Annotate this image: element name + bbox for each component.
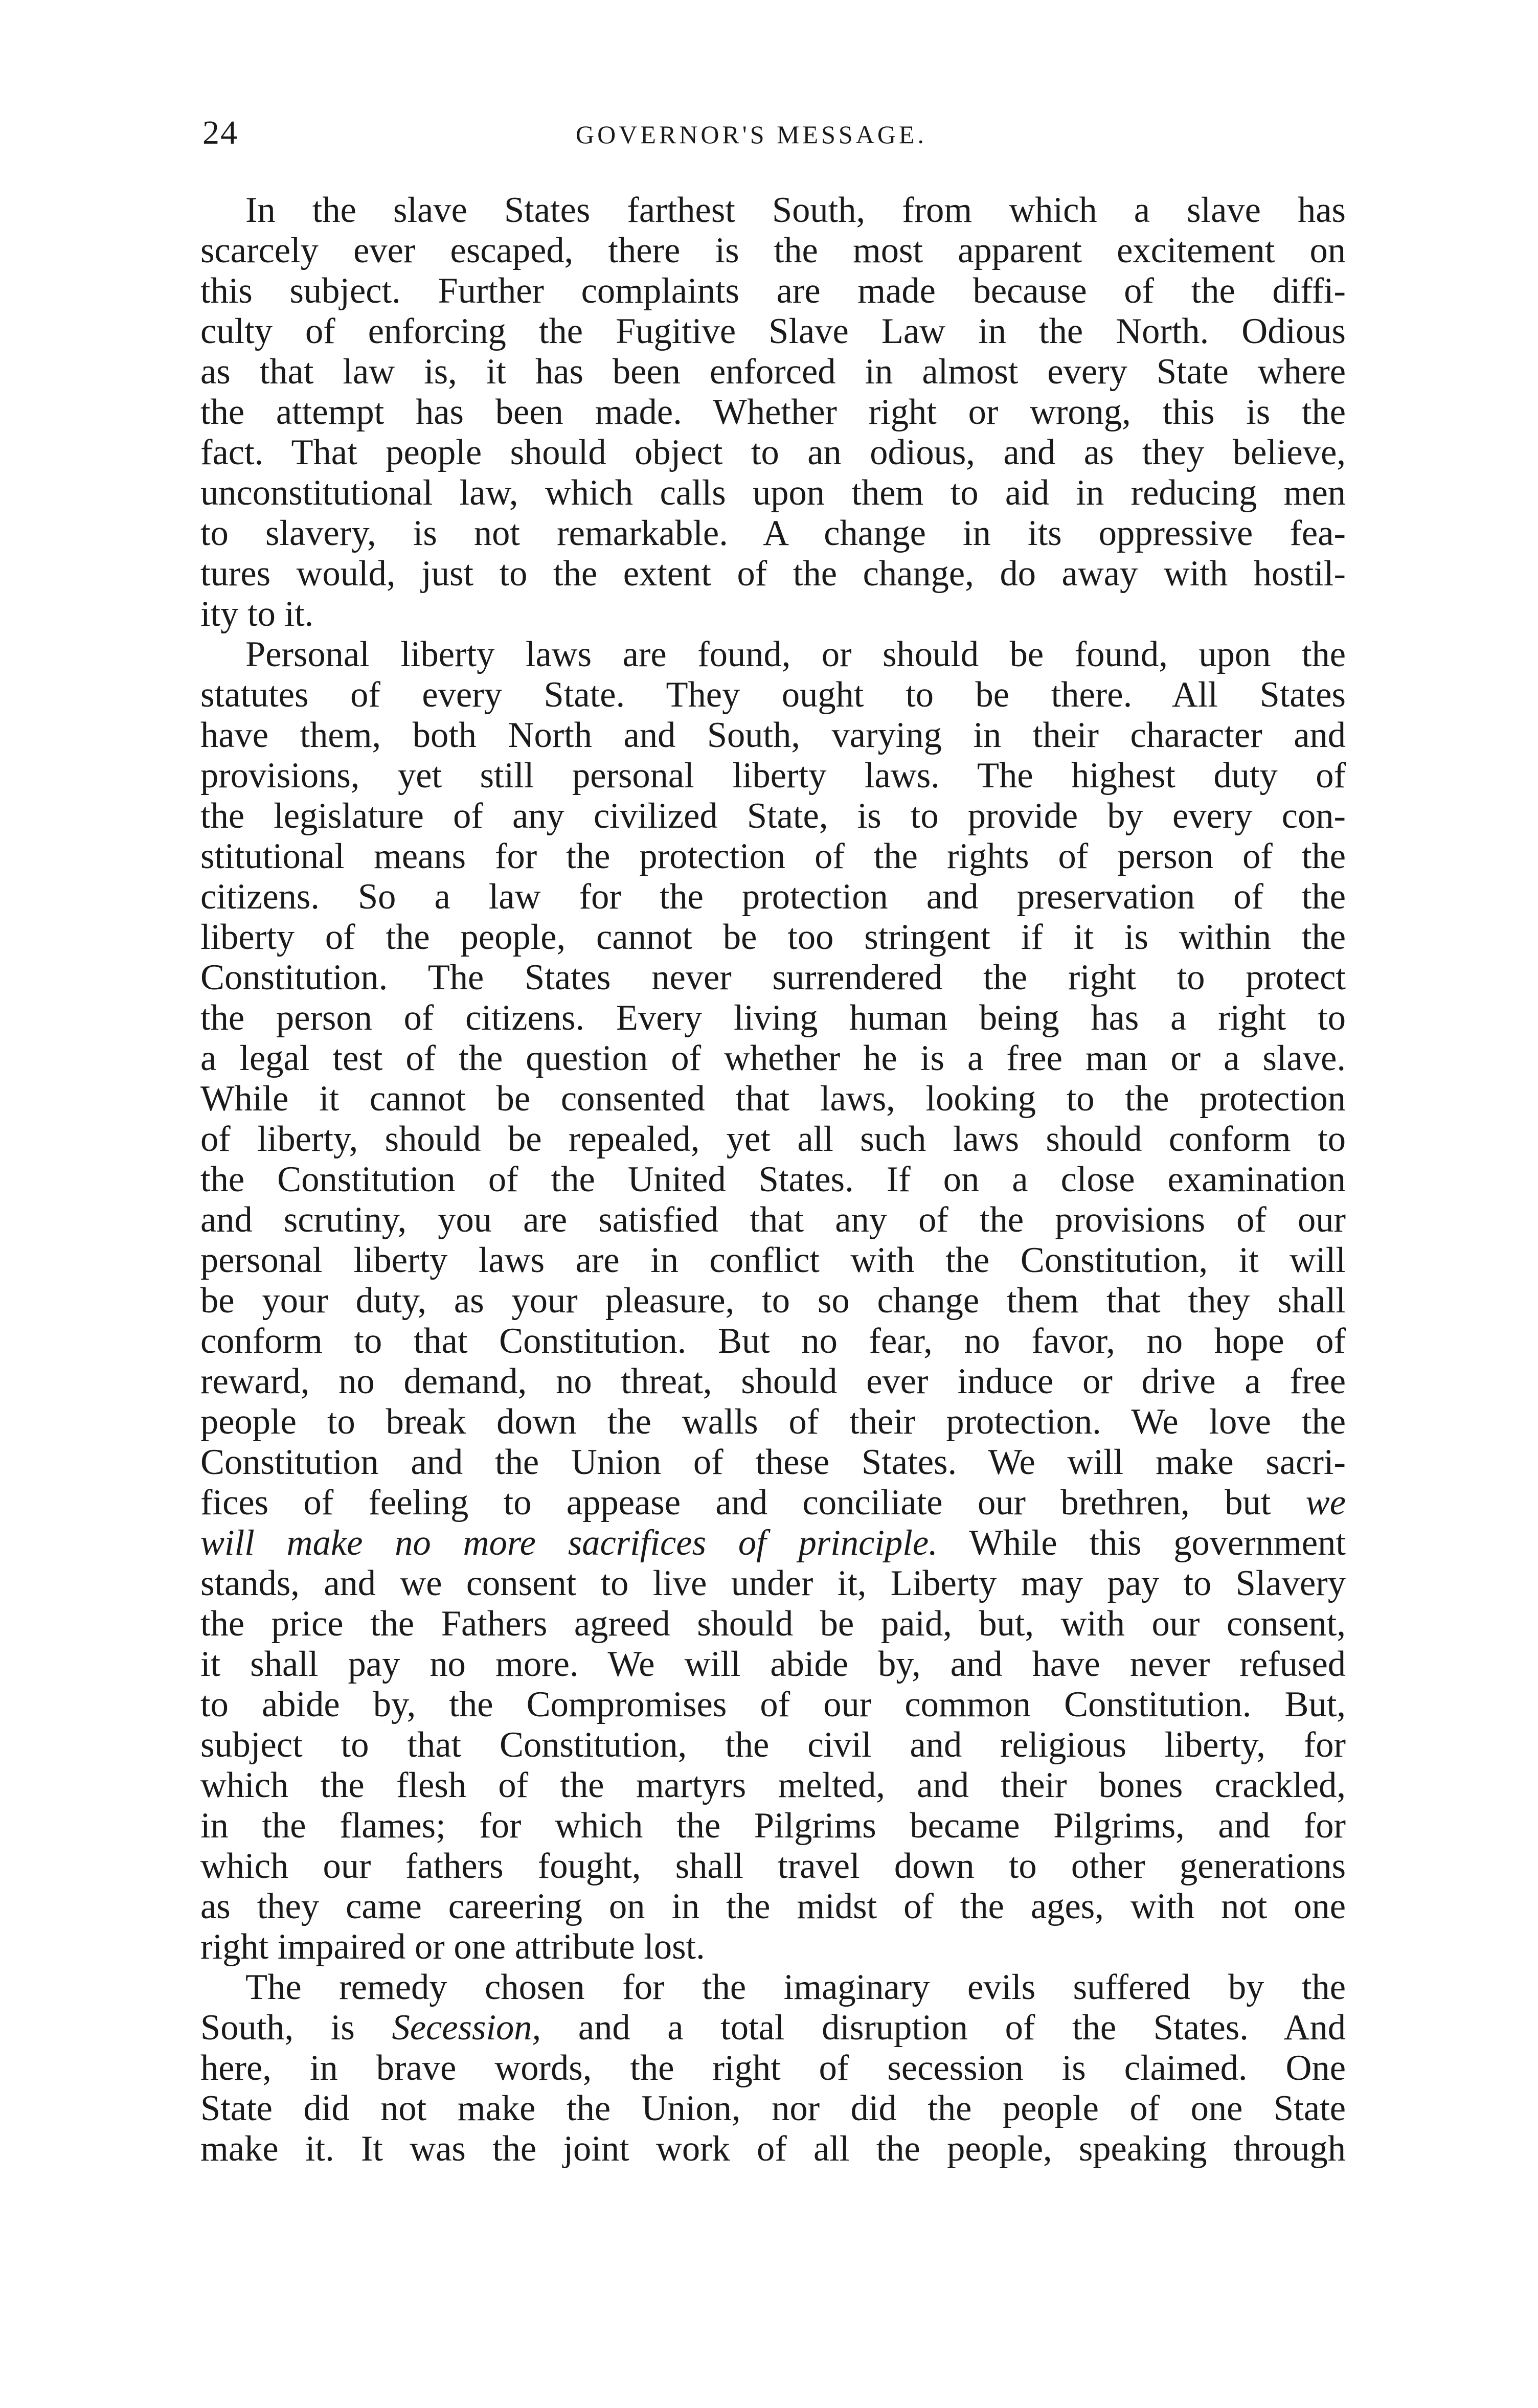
text-segment: State did not make the Union, nor did the people of one State [200, 2088, 1346, 2128]
text-segment: have them, both North and South, varying in their character and [200, 715, 1346, 755]
text-segment: a legal test of the question of whether he is a free man or a slave. [200, 1038, 1346, 1078]
text-line [200, 1806, 1346, 1846]
paragraph [200, 190, 1346, 634]
text-line [200, 1079, 1346, 1119]
italic-text: will make no more sacrifices of principle. [200, 1523, 938, 1563]
text-line [200, 352, 1346, 392]
text-segment: fact. That people should object to an odious, and as they believe, [200, 433, 1346, 472]
text-line [200, 1483, 1346, 1523]
text-line [200, 836, 1346, 877]
text-line [200, 2088, 1346, 2129]
text-line [200, 392, 1346, 433]
text-line [200, 756, 1346, 796]
text-line [200, 594, 1346, 634]
text-line [200, 998, 1346, 1038]
text-line [200, 433, 1346, 473]
text-line [200, 473, 1346, 513]
text-segment: which the flesh of the martyrs melted, and their bones crackled, [200, 1765, 1346, 1805]
text-segment: provisions, yet still personal liberty laws. The highest duty of [200, 756, 1346, 796]
text-segment: the legislature of any civilized State, is to provide by every con- [200, 796, 1346, 836]
text-segment: The remedy chosen for the imaginary evils suffered by the [245, 1967, 1346, 2007]
running-title: GOVERNOR'S MESSAGE. [576, 120, 927, 149]
paragraph [200, 634, 1346, 1967]
body-text [200, 190, 1346, 2169]
italic-text: Secession, [392, 2008, 541, 2048]
text-line [200, 1240, 1346, 1281]
text-segment: in the flames; for which the Pilgrims became Pilgrims, and for [200, 1806, 1346, 1846]
text-line [200, 1523, 1346, 1563]
text-line [200, 1281, 1346, 1321]
text-segment: right impaired or one attribute lost. [200, 1927, 705, 1967]
text-line [200, 1160, 1346, 1200]
text-segment: stands, and we consent to live under it, Liberty may pay to Slavery [200, 1563, 1346, 1603]
text-segment: and scrutiny, you are satisfied that any of the provisions of our [200, 1200, 1346, 1240]
text-segment: tures would, just to the extent of the change, do away with hostil- [200, 554, 1346, 594]
text-segment: unconstitutional law, which calls upon them to aid in reducing men [200, 473, 1346, 513]
text-segment: to abide by, the Compromises of our common Constitution. But, [200, 1685, 1346, 1724]
text-line [200, 715, 1346, 756]
text-line [200, 1725, 1346, 1765]
page-header [202, 112, 1348, 158]
text-line [200, 1967, 1346, 2008]
text-line [200, 554, 1346, 594]
text-line [200, 958, 1346, 998]
text-segment: which our fathers fought, shall travel down to other generations [200, 1846, 1346, 1886]
text-line [200, 1604, 1346, 1644]
text-line [200, 1442, 1346, 1483]
text-segment: personal liberty laws are in conflict with the Constitution, it will [200, 1240, 1346, 1280]
text-segment: be your duty, as your pleasure, to so change them that they shall [200, 1281, 1346, 1321]
text-segment: to slavery, is not remarkable. A change in its oppressive fea- [200, 513, 1346, 553]
text-segment: the attempt has been made. Whether right or wrong, this is the [200, 392, 1346, 432]
text-segment: In the slave States farthest South, from which a slave has [245, 190, 1346, 230]
text-line [200, 1038, 1346, 1079]
page-number: 24 [202, 114, 238, 151]
text-segment: the price the Fathers agreed should be paid, but, with our consent, [200, 1604, 1346, 1644]
text-segment: and a total disruption of the States. And [541, 2008, 1346, 2048]
text-line [200, 513, 1346, 554]
text-segment: statutes of every State. They ought to be there. All States [200, 675, 1346, 715]
text-segment: stitutional means for the protection of the rights of person of the [200, 836, 1346, 876]
text-segment: as that law is, it has been enforced in almost every State where [200, 352, 1346, 392]
text-line [200, 1321, 1346, 1361]
text-segment: culty of enforcing the Fugitive Slave Law in the North. Odious [200, 311, 1346, 351]
text-segment: conform to that Constitution. But no fear, no favor, no hope of [200, 1321, 1346, 1361]
text-line [200, 796, 1346, 836]
text-line [200, 1402, 1346, 1442]
text-segment: it shall pay no more. We will abide by, and have never refused [200, 1644, 1346, 1684]
text-line [200, 190, 1346, 231]
text-segment: the Constitution of the United States. If on a close examination [200, 1160, 1346, 1199]
text-segment: Constitution. The States never surrendered the right to protect [200, 958, 1346, 997]
text-segment: fices of feeling to appease and conciliate our brethren, but [200, 1483, 1306, 1523]
text-segment: here, in brave words, the right of secession is claimed. One [200, 2048, 1346, 2088]
text-line [200, 917, 1346, 958]
text-line [200, 1927, 1346, 1967]
paragraph [200, 1967, 1346, 2169]
text-line [200, 2008, 1346, 2048]
text-line [200, 1119, 1346, 1160]
text-segment: this subject. Further complaints are made because of the diffi- [200, 271, 1346, 311]
text-segment: South, is [200, 2008, 392, 2048]
text-line [200, 1644, 1346, 1685]
text-line [200, 675, 1346, 715]
text-line [200, 231, 1346, 271]
text-line [200, 1887, 1346, 1927]
text-line [200, 1765, 1346, 1806]
text-segment: make it. It was the joint work of all the people, speaking through [200, 2129, 1346, 2169]
text-segment: citizens. So a law for the protection and preservation of the [200, 877, 1346, 917]
text-line [200, 1846, 1346, 1887]
text-segment: While this government [937, 1523, 1346, 1563]
text-segment: ity to it. [200, 594, 314, 634]
text-segment: reward, no demand, no threat, should ever induce or drive a free [200, 1361, 1346, 1401]
text-segment: of liberty, should be repealed, yet all such laws should conform to [200, 1119, 1346, 1159]
text-segment: the person of citizens. Every living human being has a right to [200, 998, 1346, 1038]
text-segment: scarcely ever escaped, there is the most apparent excitement on [200, 231, 1346, 270]
text-segment: Constitution and the Union of these States. We will make sacri- [200, 1442, 1346, 1482]
text-line [200, 634, 1346, 675]
text-segment: as they came careering on in the midst of the ages, with not one [200, 1887, 1346, 1926]
text-segment: Personal liberty laws are found, or should be found, upon the [245, 634, 1346, 674]
text-line [200, 311, 1346, 352]
text-line [200, 1361, 1346, 1402]
text-line [200, 1200, 1346, 1240]
text-segment: liberty of the people, cannot be too stringent if it is within the [200, 917, 1346, 957]
text-line [200, 2048, 1346, 2088]
text-line [200, 877, 1346, 917]
text-line [200, 271, 1346, 311]
text-segment: subject to that Constitution, the civil and religious liberty, for [200, 1725, 1346, 1765]
text-segment: While it cannot be consented that laws, looking to the protection [200, 1079, 1346, 1119]
text-segment: people to break down the walls of their protection. We love the [200, 1402, 1346, 1442]
text-line [200, 1563, 1346, 1604]
text-line [200, 1685, 1346, 1725]
italic-text: we [1305, 1483, 1346, 1523]
text-line [200, 2129, 1346, 2169]
